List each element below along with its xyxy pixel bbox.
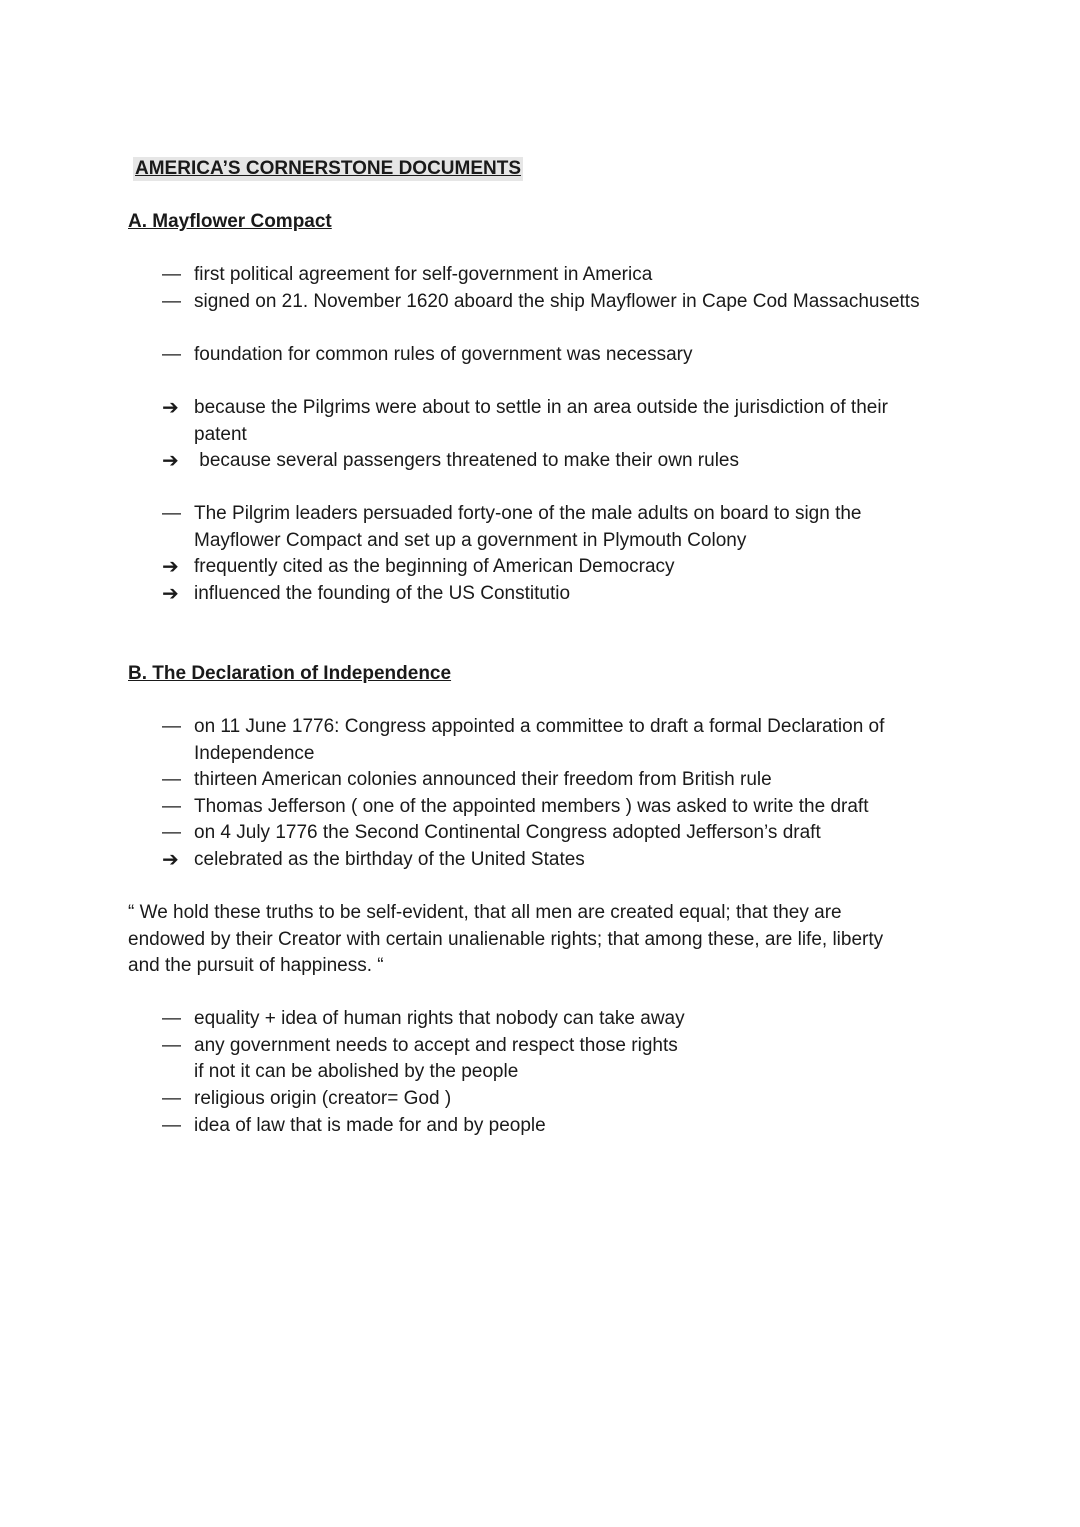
dash-bullet: — [162, 1035, 181, 1056]
list-item: any government needs to accept and respect those rights [194, 1035, 678, 1056]
arrow-bullet-icon: ➔ [162, 849, 179, 871]
list-item: thirteen American colonies announced their freedom from British rule [194, 769, 772, 790]
dash-bullet: — [162, 344, 181, 365]
section-heading-declaration: B. The Declaration of Independence [128, 663, 452, 684]
list-item-continuation: Mayflower Compact and set up a government in Plymouth Colony [194, 530, 747, 551]
list-item: celebrated as the birthday of the United States [194, 849, 585, 870]
arrow-bullet-icon: ➔ [162, 556, 179, 578]
section-heading-mayflower: A. Mayflower Compact [128, 211, 332, 232]
list-item: The Pilgrim leaders persuaded forty-one of the male adults on board to sign the [194, 503, 862, 524]
arrow-bullet-icon: ➔ [162, 397, 179, 419]
dash-bullet: — [162, 1008, 181, 1029]
dash-bullet: — [162, 796, 181, 817]
quote-line: “ We hold these truths to be self-evident, that all men are created equal; that they are [128, 902, 842, 923]
list-item-continuation: Independence [194, 743, 315, 764]
dash-bullet: — [162, 822, 181, 843]
quote-line: endowed by their Creator with certain unalienable rights; that among these, are life, liberty [128, 929, 884, 950]
list-item: because several passengers threatened to make their own rules [194, 450, 739, 471]
list-item: Thomas Jefferson ( one of the appointed members ) was asked to write the draft [194, 796, 869, 817]
quote-line: and the pursuit of happiness. “ [128, 955, 384, 976]
dash-bullet: — [162, 264, 181, 285]
list-item: because the Pilgrims were about to settle in an area outside the jurisdiction of their [194, 397, 888, 418]
document-title: AMERICA’S CORNERSTONE DOCUMENTS [135, 158, 522, 179]
dash-bullet: — [162, 1088, 181, 1109]
list-item: on 4 July 1776 the Second Continental Congress adopted Jefferson’s draft [194, 822, 821, 843]
list-item: equality + idea of human rights that nobody can take away [194, 1008, 685, 1029]
dash-bullet: — [162, 1115, 181, 1136]
dash-bullet: — [162, 769, 181, 790]
list-item: influenced the founding of the US Constitutio [194, 583, 571, 604]
list-item-continuation: patent [194, 424, 247, 445]
list-item: foundation for common rules of government was necessary [194, 344, 693, 365]
list-item: on 11 June 1776: Congress appointed a committee to draft a formal Declaration of [194, 716, 885, 737]
list-item-continuation: if not it can be abolished by the people [194, 1061, 519, 1082]
list-item: religious origin (creator= God ) [194, 1088, 452, 1109]
dash-bullet: — [162, 291, 181, 312]
list-item: frequently cited as the beginning of American Democracy [194, 556, 675, 577]
list-item: idea of law that is made for and by people [194, 1115, 546, 1136]
arrow-bullet-icon: ➔ [162, 583, 179, 605]
dash-bullet: — [162, 503, 181, 524]
list-item: first political agreement for self-government in America [194, 264, 653, 285]
arrow-bullet-icon: ➔ [162, 450, 179, 472]
dash-bullet: — [162, 716, 181, 737]
list-item: signed on 21. November 1620 aboard the ship Mayflower in Cape Cod Massachusetts [194, 291, 920, 312]
